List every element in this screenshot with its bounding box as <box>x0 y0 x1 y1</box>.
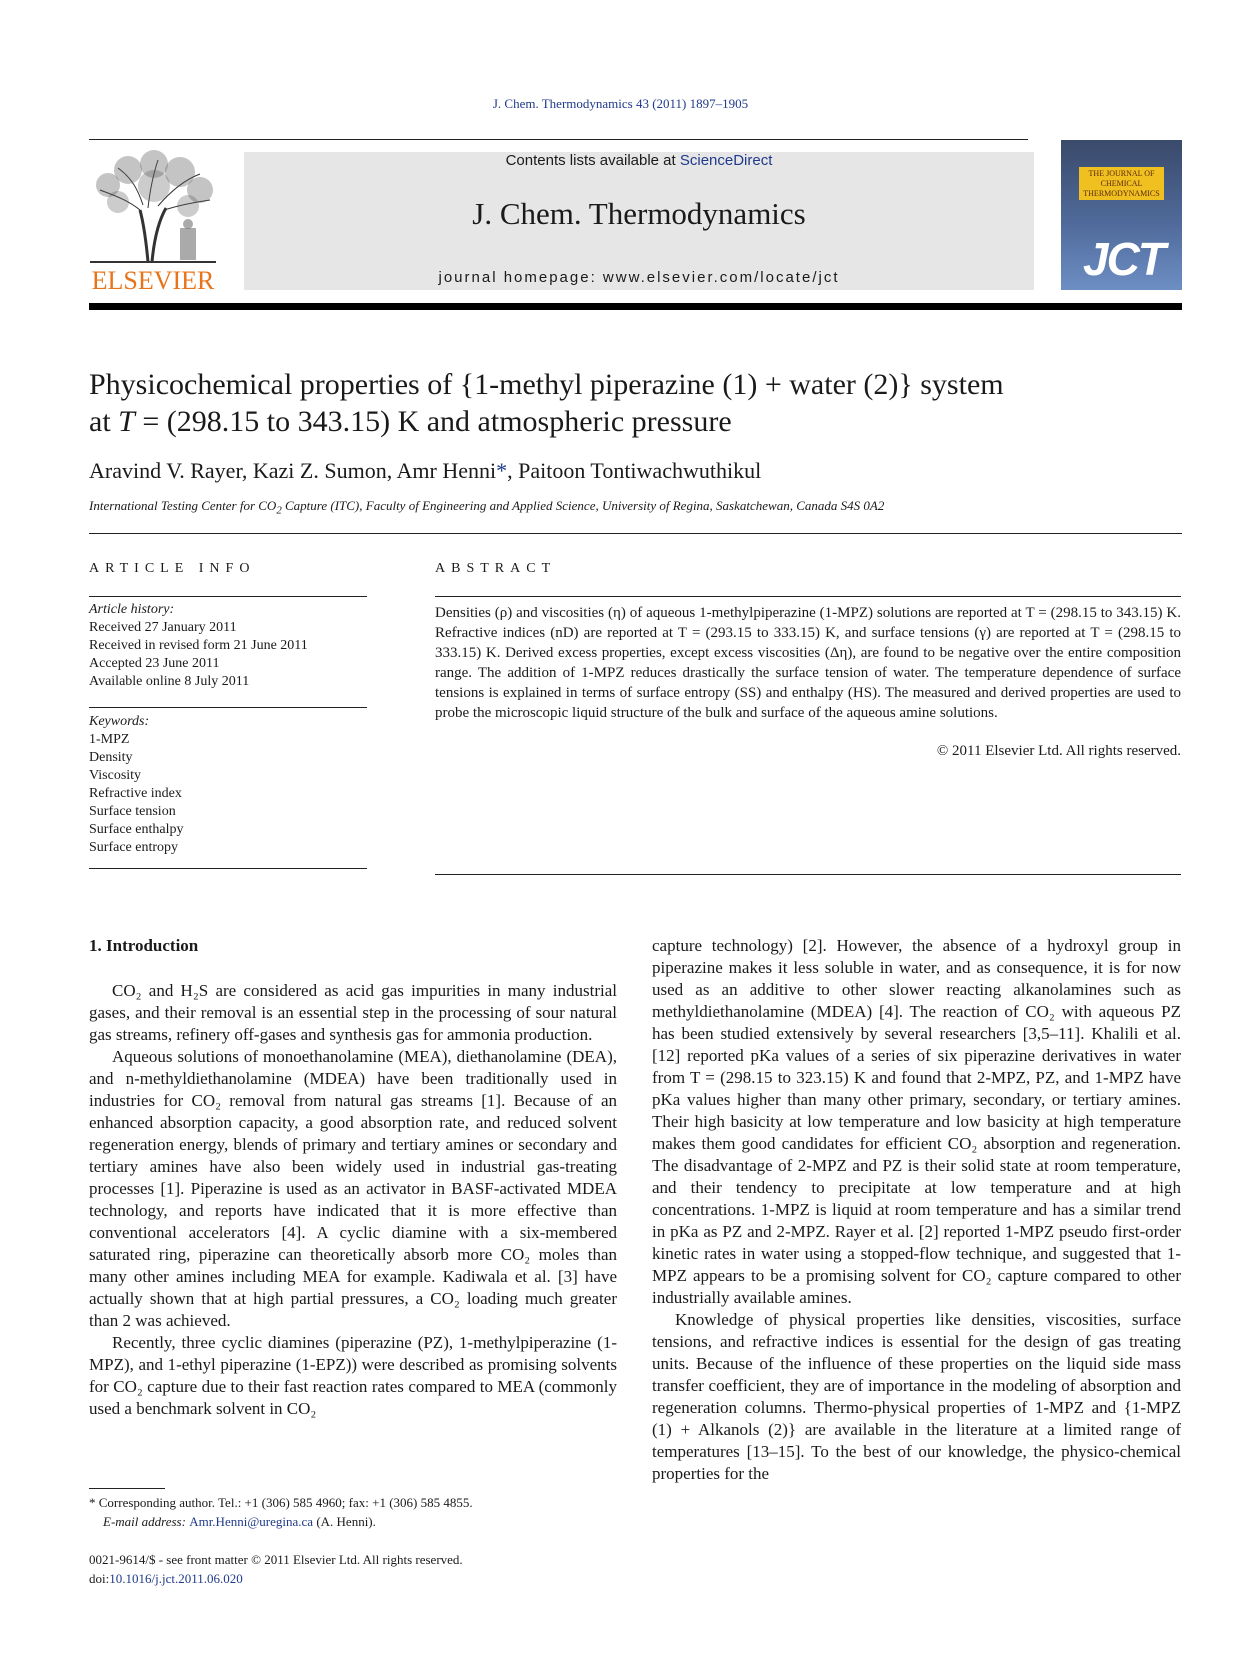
article-title <box>89 366 1149 440</box>
publisher-wordmark: ELSEVIER <box>91 266 215 295</box>
keyword-item: Density <box>89 750 133 765</box>
footnote <box>89 1493 649 1531</box>
affil-post: Capture (ITC), Faculty of Engineering and Applied Science, University of Regina, Saskatchewan, Canada S4S 0A2 <box>281 498 885 513</box>
history-revised: Received in revised form 21 June 2011 <box>89 638 308 653</box>
title-bottom-rule <box>89 533 1182 534</box>
article-history <box>89 601 308 691</box>
author-list <box>89 458 761 484</box>
article-info-bottom-rule <box>89 868 367 869</box>
intro-column-left <box>89 980 617 1420</box>
abstract-bottom-rule <box>435 874 1181 875</box>
title-post: = (298.15 to 343.15) K and atmospheric pressure <box>134 405 732 438</box>
history-label: Article history: <box>89 602 175 617</box>
keywords-label: Keywords: <box>89 714 150 729</box>
sciencedirect-link[interactable]: ScienceDirect <box>679 152 773 169</box>
history-online: Available online 8 July 2011 <box>89 674 250 689</box>
journal-citation: J. Chem. Thermodynamics 43 (2011) 1897–1905 <box>492 96 749 111</box>
email-post: (A. Henni). <box>313 1514 376 1529</box>
footnote-star: * <box>89 1495 96 1510</box>
keyword-item: Surface entropy <box>89 840 179 855</box>
keyword-item: Refractive index <box>89 786 182 801</box>
journal-name: J. Chem. Thermodynamics <box>472 196 806 231</box>
affil-pre: International Testing Center for CO <box>89 498 277 513</box>
title-pre: at <box>89 405 119 438</box>
abstract-copyright: © 2011 Elsevier Ltd. All rights reserved. <box>936 743 1181 759</box>
abstract-text: Densities (ρ) and viscosities (η) of aqueous 1-methylpiperazine (1-MPZ) solutions are reported at T = (298.15 to 343.15) K. Refractive indices (nD) are reported at T = (293.15 to 333.15) K, and surface tensions (γ) are reported at T = (298.15 to 333.15) K. Derived excess properties, except excess viscosities (Δη), are found to be negative over the entire composition range. The addition of 1-MPZ reduces drastically the surface tension of water. The temperature dependence of surface tensions is explained in terms of surface entropy (SS) and enthalpy (HS). The measured and derived properties are used to probe the microscopic liquid structure of the bulk and surface of the aqueous amine solutions. <box>435 605 1181 721</box>
authors-post: , Paitoon Tontiwachwuthikul <box>507 458 762 483</box>
history-received: Received 27 January 2011 <box>89 620 237 635</box>
keywords-rule <box>89 707 367 708</box>
keyword-item: Viscosity <box>89 768 142 783</box>
footnote-email <box>89 1512 649 1531</box>
keywords-list <box>89 713 183 857</box>
title-var: T <box>118 405 135 438</box>
keyword-item: 1-MPZ <box>89 732 130 747</box>
front-matter <box>89 1550 463 1588</box>
journal-homepage[interactable]: journal homepage: www.elsevier.com/locate/jct <box>438 269 840 286</box>
intro-paragraph: CO₂ and H₂S are considered as acid gas impurities in many industrial gases, and their removal is an essential step in the processing of sour natural gas streams, refinery off-gases and synthesis gas for ammonia production. <box>89 981 617 1044</box>
article-info-heading: ARTICLE INFO <box>89 561 256 576</box>
article-info-rule <box>89 596 367 597</box>
cover-logo: JCT <box>1083 233 1164 285</box>
corresponding-author-marker[interactable]: * <box>496 458 508 483</box>
history-accepted: Accepted 23 June 2011 <box>89 656 220 671</box>
footnote-author <box>89 1493 649 1512</box>
elsevier-tree-logo <box>88 150 218 265</box>
intro-paragraph: Aqueous solutions of monoethanolamine (MEA), diethanolamine (DEA), and n-methyldiethanolamine (MDEA) have been traditionally used in industries for CO₂ removal from natural gas streams [1]. Because of an enhanced absorption capacity, a good absorption rate, and reduced solvent regeneration energy, blends of primary and tertiary amines or secondary and tertiary amines have also been widely used in industrial gas-treating processes [1]. Piperazine is used as an activator in BASF-activated MDEA technology, and reports have indicated that it is more effective than conventional accelerators [4]. A cyclic diamine with a six-membered saturated ring, piperazine can theoretically absorb more CO₂ moles than many other amines including MEA for example. Kadiwala et al. [3] have actually shown that at high partial pressures, a CO₂ loading much greater than 2 was achieved. <box>89 1047 617 1330</box>
keyword-item: Surface enthalpy <box>89 822 184 837</box>
header-bottom-rule <box>89 303 1182 310</box>
intro-paragraph: capture technology) [2]. However, the absence of a hydroxyl group in piperazine makes it less soluble in water, and as consequence, it is for now used as an additive to other slower reacting alkanolamines such as methyldiethanolamine (MDEA) [4]. The reaction of CO₂ with aqueous PZ has been studied extensively by several researchers [3,5–11]. Khalili et al. [12] reported pKa values of a series of six piperazine derivatives in water from T = (298.15 to 323.15) K and found that 2-MPZ, PZ, and 1-MPZ have pKa values higher than many other primary, secondary, or tertiary amines. Their high basicity at low temperature and low basicity at high temperature makes them good candidates for efficient CO₂ absorption and regeneration. The disadvantage of 2-MPZ and PZ is their solid state at room temperature, and their tendency to precipitate at low temperature and at high concentrations. 1-MPZ is liquid at room temperature and has a similar trend in pKa as PZ and 2-MPZ. Rayer et al. [2] reported 1-MPZ pseudo first-order kinetic rates in water using a stopped-flow technique, and suggested that 1-MPZ appears to be a promising solvent for CO₂ capture compared to other industrially available amines. <box>652 936 1181 1307</box>
contents-line <box>244 152 1034 169</box>
doi-line <box>89 1569 463 1588</box>
issn-line: 0021-9614/$ - see front matter © 2011 Elsevier Ltd. All rights reserved. <box>89 1552 463 1567</box>
abstract-rule <box>435 596 1181 597</box>
authors-pre: Aravind V. Rayer, Kazi Z. Sumon, Amr Henni <box>89 458 497 483</box>
header-top-rule <box>89 139 1028 140</box>
email-link[interactable]: Amr.Henni@uregina.ca <box>189 1514 314 1529</box>
affiliation <box>89 498 884 517</box>
doi-label: doi: <box>89 1571 110 1586</box>
title-line-2 <box>89 403 1149 440</box>
intro-paragraph: Knowledge of physical properties like densities, viscosities, surface tensions, and refractive indices is essential for the design of gas treating units. Because of the influence of these properties on the liquid side mass transfer coefficient, they are of importance in the modeling of absorption and regeneration columns. Thermo-physical properties of 1-MPZ and {1-MPZ (1) + Alkanols (2)} are available in the literature at a limited range of temperatures [13–15]. To the best of our knowledge, the physico-chemical properties for the <box>652 1310 1181 1483</box>
intro-paragraph: Recently, three cyclic diamines (piperazine (PZ), 1-methylpiperazine (1-MPZ), and 1-ethyl piperazine (1-EPZ)) were described as promising solvents for CO₂ capture due to their fast reaction rates compared to MEA (commonly used a benchmark solvent in CO₂ <box>89 1333 617 1418</box>
abstract-heading: ABSTRACT <box>435 561 557 576</box>
title-line-1: Physicochemical properties of {1-methyl piperazine (1) + water (2)} system <box>89 368 1004 401</box>
affil-sub: 2 <box>276 504 282 517</box>
cover-label: THE JOURNAL OF CHEMICAL THERMODYNAMICS <box>1079 167 1164 200</box>
keyword-item: Surface tension <box>89 804 176 819</box>
footnote-rule <box>89 1488 165 1489</box>
doi-link[interactable]: 10.1016/j.jct.2011.06.020 <box>109 1571 243 1586</box>
footnote-contact: Corresponding author. Tel.: +1 (306) 585 4960; fax: +1 (306) 585 4855. <box>95 1495 473 1510</box>
email-label: E-mail address: <box>103 1514 190 1529</box>
contents-prefix: Contents lists available at <box>505 152 680 169</box>
introduction-heading: 1. Introduction <box>89 936 199 955</box>
intro-column-right <box>652 935 1181 1485</box>
